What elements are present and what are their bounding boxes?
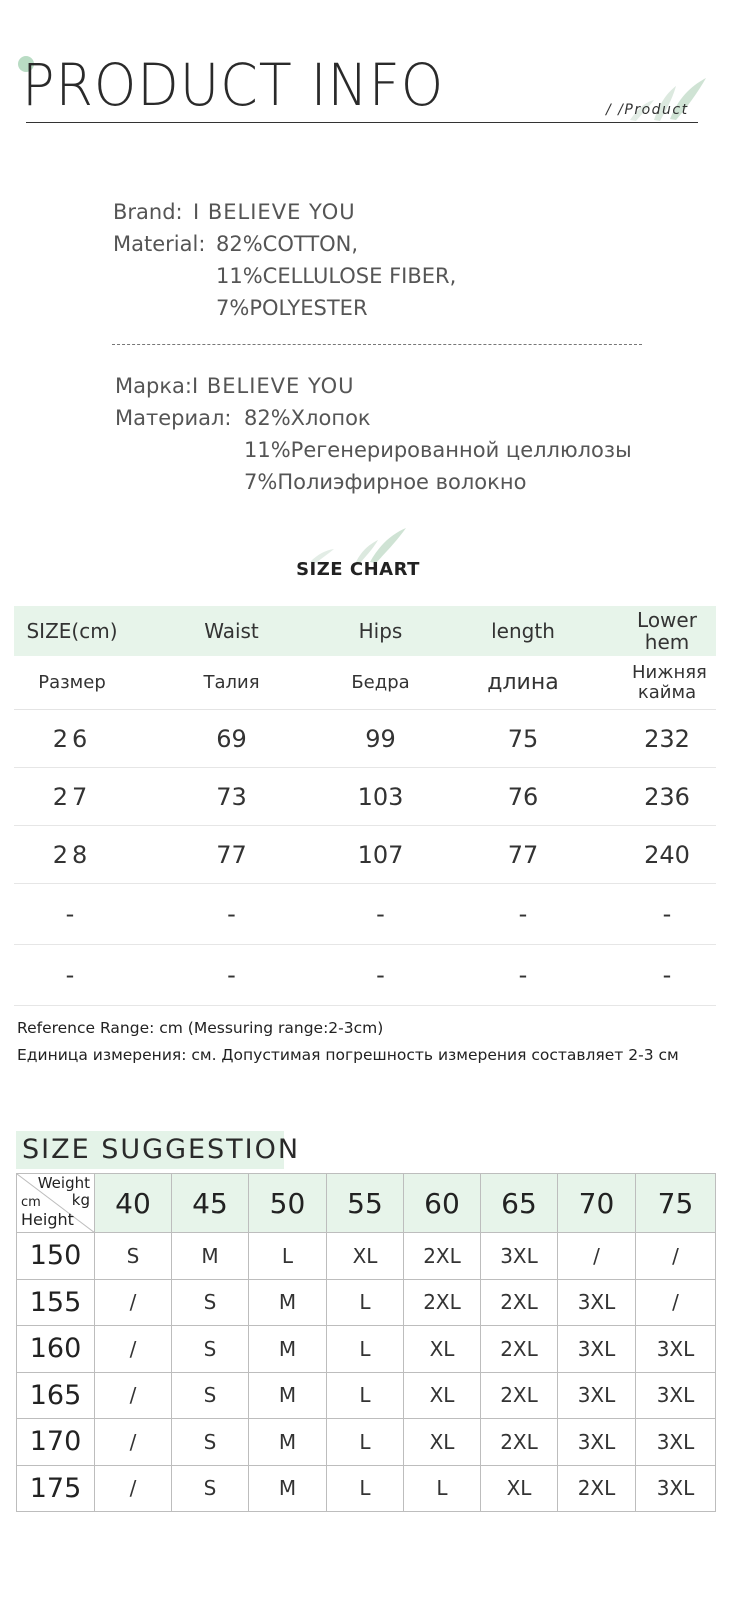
table-cell: -	[376, 961, 385, 989]
brand-value-ru: I BELIEVE YOU	[191, 374, 355, 398]
height-cell: 170	[17, 1419, 95, 1466]
table-cell: 77	[507, 840, 539, 869]
table-cell: 73	[216, 782, 247, 811]
size-cell: L	[404, 1465, 481, 1512]
table-cell: 77	[216, 840, 247, 869]
table-cell: 107	[357, 840, 404, 869]
header-cell-ru: Нижняя кайма	[632, 661, 707, 703]
size-cell: M	[172, 1233, 249, 1280]
header-cell: Hips	[358, 619, 403, 643]
height-label: Height	[21, 1210, 74, 1229]
table-cell: 27	[52, 782, 92, 811]
material-row	[113, 228, 456, 324]
weight-cell: 50	[249, 1174, 327, 1233]
size-cell: S	[172, 1279, 249, 1326]
size-chart-header	[14, 606, 716, 656]
size-cell: 2XL	[481, 1279, 558, 1326]
size-cell: /	[636, 1279, 716, 1326]
size-cell: M	[249, 1279, 327, 1326]
weight-header-row	[17, 1174, 716, 1233]
size-cell: 3XL	[558, 1372, 636, 1419]
material-label-ru: Материал:	[115, 406, 232, 430]
table-cell: -	[227, 961, 236, 989]
header-cell-ru: Талия	[203, 671, 260, 693]
table-row	[17, 1465, 716, 1512]
table-cell: 69	[216, 724, 247, 753]
size-cell: XL	[327, 1233, 404, 1280]
weight-cell: 70	[558, 1174, 636, 1233]
weight-label: Weight	[37, 1174, 90, 1192]
material-row-ru	[115, 402, 632, 498]
size-cell: /	[636, 1233, 716, 1280]
table-cell: 76	[507, 782, 539, 811]
weight-cell: 65	[481, 1174, 558, 1233]
material-line-ru: 7%Полиэфирное волокно	[244, 470, 527, 494]
product-subtitle: / /Product	[606, 102, 689, 118]
header-cell-ru: Размер	[38, 671, 106, 693]
size-cell: M	[249, 1372, 327, 1419]
size-cell: /	[95, 1419, 172, 1466]
size-cell: L	[249, 1233, 327, 1280]
table-cell: -	[65, 961, 79, 989]
size-cell: L	[327, 1419, 404, 1466]
table-row	[17, 1233, 716, 1280]
table-row	[14, 768, 716, 826]
size-cell: 3XL	[636, 1465, 716, 1512]
header-cell-ru: длина	[487, 669, 559, 695]
weight-cell: 60	[404, 1174, 481, 1233]
corner-weight-label	[38, 1175, 90, 1209]
corner-cell	[17, 1174, 95, 1233]
size-cell: 2XL	[404, 1279, 481, 1326]
height-cell: 165	[17, 1372, 95, 1419]
size-cell: M	[249, 1465, 327, 1512]
size-cell: 3XL	[558, 1279, 636, 1326]
size-cell: /	[95, 1326, 172, 1373]
size-cell: 2XL	[404, 1233, 481, 1280]
size-cell: XL	[404, 1372, 481, 1419]
size-cell: 3XL	[558, 1419, 636, 1466]
weight-cell: 40	[95, 1174, 172, 1233]
material-line: 82%COTTON,	[216, 232, 359, 256]
size-cell: 2XL	[558, 1465, 636, 1512]
table-row	[17, 1326, 716, 1373]
table-row	[14, 826, 716, 884]
size-suggestion-table	[16, 1173, 716, 1512]
size-cell: 2XL	[481, 1326, 558, 1373]
measurement-note-ru: Единица измерения: см. Допустимая погрешность измерения составляет 2-3 см	[17, 1046, 679, 1064]
size-cell: /	[558, 1233, 636, 1280]
size-cell: S	[95, 1233, 172, 1280]
size-cell: 3XL	[481, 1233, 558, 1280]
size-chart-header-ru	[14, 656, 716, 710]
size-cell: /	[95, 1372, 172, 1419]
table-cell: 75	[507, 724, 539, 753]
kg-label: kg	[71, 1191, 90, 1209]
table-cell: 236	[644, 782, 690, 811]
size-cell: 3XL	[636, 1326, 716, 1373]
height-cell: 155	[17, 1279, 95, 1326]
size-cell: 3XL	[636, 1419, 716, 1466]
table-cell: -	[518, 961, 528, 989]
size-chart-table	[14, 606, 716, 1006]
brand-label: Brand:	[113, 200, 183, 224]
table-row	[17, 1372, 716, 1419]
size-cell: S	[172, 1372, 249, 1419]
material-line-ru: 11%Регенерированной целлюлозы	[244, 438, 632, 462]
table-row	[14, 884, 716, 945]
cm-label: cm	[21, 1195, 41, 1210]
size-cell: 3XL	[636, 1372, 716, 1419]
table-cell: 28	[52, 840, 92, 869]
table-cell: 99	[365, 724, 396, 753]
material-line: 7%POLYESTER	[216, 296, 368, 320]
brand-label-ru: Марка:	[115, 374, 192, 398]
table-cell: -	[65, 900, 79, 928]
size-cell: 3XL	[558, 1326, 636, 1373]
size-cell: /	[95, 1279, 172, 1326]
table-cell: -	[376, 900, 385, 928]
table-row	[17, 1419, 716, 1466]
height-cell: 175	[17, 1465, 95, 1512]
size-cell: 2XL	[481, 1419, 558, 1466]
table-row	[14, 710, 716, 768]
size-cell: XL	[481, 1465, 558, 1512]
table-cell: 232	[644, 724, 690, 753]
table-cell: 103	[357, 782, 404, 811]
size-cell: XL	[404, 1419, 481, 1466]
table-cell: 240	[644, 840, 690, 869]
size-suggestion-title: SIZE SUGGESTION	[16, 1131, 284, 1169]
size-chart-title: SIZE CHART	[296, 559, 420, 580]
weight-cell: 55	[327, 1174, 404, 1233]
size-cell: M	[249, 1326, 327, 1373]
table-row	[14, 945, 716, 1006]
table-cell: -	[227, 900, 236, 928]
header-cell-ru: Бедра	[351, 671, 410, 693]
measurement-note-en: Reference Range: cm (Messuring range:2-3cm)	[17, 1019, 384, 1037]
header-cell: Waist	[204, 619, 259, 643]
size-cell: L	[327, 1372, 404, 1419]
product-info-en	[113, 196, 456, 324]
table-cell: 26	[52, 724, 92, 753]
size-cell: M	[249, 1419, 327, 1466]
size-cell: XL	[404, 1326, 481, 1373]
size-cell: S	[172, 1465, 249, 1512]
size-cell: S	[172, 1326, 249, 1373]
brand-row	[113, 196, 456, 228]
material-line: 11%CELLULOSE FIBER,	[216, 264, 457, 288]
leaf-decoration-icon	[300, 524, 420, 564]
brand-row-ru	[115, 370, 632, 402]
brand-value: I BELIEVE YOU	[193, 200, 356, 224]
size-cell: /	[95, 1465, 172, 1512]
size-cell: 2XL	[481, 1372, 558, 1419]
material-line-ru: 82%Хлопок	[244, 406, 371, 430]
size-cell: L	[327, 1326, 404, 1373]
title-divider	[26, 122, 698, 123]
table-cell: -	[518, 900, 528, 928]
header-cell: Lower hem	[637, 608, 697, 654]
table-cell: -	[662, 900, 672, 928]
size-cell: S	[172, 1419, 249, 1466]
product-info-ru	[115, 370, 632, 498]
header-cell: length	[491, 619, 555, 643]
table-cell: -	[662, 961, 672, 989]
material-label: Material:	[113, 232, 206, 256]
page-title: PRODUCT INFO	[22, 51, 445, 119]
size-cell: L	[327, 1465, 404, 1512]
weight-cell: 75	[636, 1174, 716, 1233]
header-cell: SIZE(cm)	[26, 619, 118, 643]
dashed-divider	[112, 344, 642, 345]
height-cell: 160	[17, 1326, 95, 1373]
weight-cell: 45	[172, 1174, 249, 1233]
table-row	[17, 1279, 716, 1326]
height-cell: 150	[17, 1233, 95, 1280]
size-cell: L	[327, 1279, 404, 1326]
